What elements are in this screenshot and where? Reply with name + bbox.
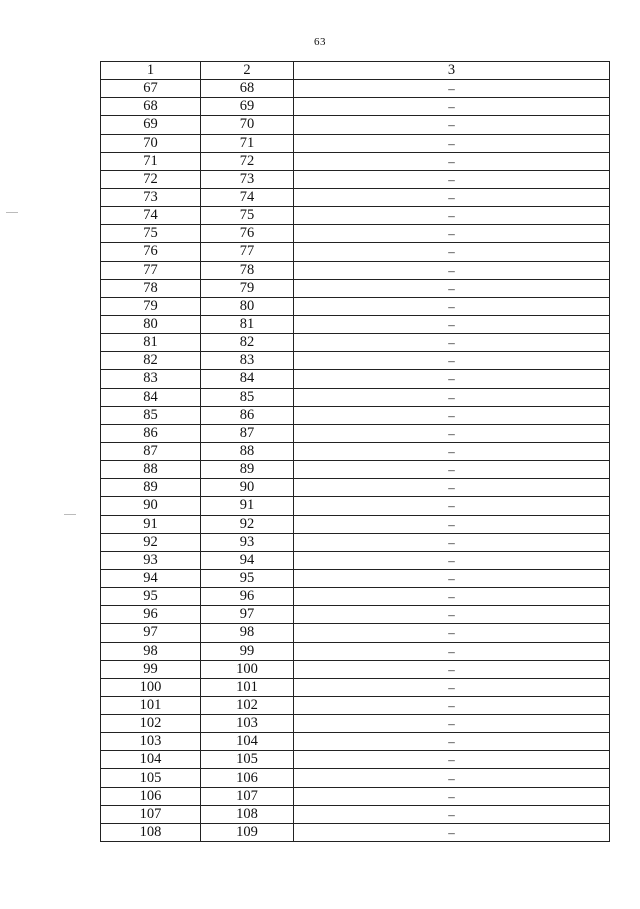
table-cell-col2: 77 (201, 243, 294, 261)
table-row (101, 406, 610, 424)
table-cell-col1: 79 (101, 297, 201, 315)
table-cell-col1: 108 (101, 823, 201, 841)
table-cell-col2: 108 (201, 805, 294, 823)
table-cell-col3: – (294, 279, 610, 297)
table-cell-col1: 85 (101, 406, 201, 424)
table-cell-col1: 80 (101, 315, 201, 333)
table-row (101, 170, 610, 188)
table-row (101, 370, 610, 388)
table-cell-col2: 102 (201, 696, 294, 714)
table-cell-col3: – (294, 98, 610, 116)
table-cell-col3: – (294, 588, 610, 606)
table-cell-col2: 94 (201, 551, 294, 569)
scan-artifact-mark (64, 514, 76, 515)
table-body (101, 80, 610, 842)
table-cell-col1: 71 (101, 152, 201, 170)
table-row (101, 551, 610, 569)
table-row (101, 678, 610, 696)
table-cell-col1: 75 (101, 225, 201, 243)
table-cell-col3: – (294, 787, 610, 805)
table-cell-col3: – (294, 442, 610, 460)
table-cell-col1: 83 (101, 370, 201, 388)
table-cell-col2: 101 (201, 678, 294, 696)
table-cell-col1: 67 (101, 80, 201, 98)
table-cell-col1: 73 (101, 188, 201, 206)
table-cell-col1: 88 (101, 461, 201, 479)
table-cell-col3: – (294, 406, 610, 424)
table-cell-col1: 101 (101, 696, 201, 714)
table-row (101, 624, 610, 642)
table-cell-col1: 74 (101, 207, 201, 225)
table-cell-col1: 78 (101, 279, 201, 297)
table-cell-col2: 87 (201, 424, 294, 442)
table-cell-col3: – (294, 715, 610, 733)
table-cell-col2: 71 (201, 134, 294, 152)
table-cell-col3: – (294, 515, 610, 533)
table-cell-col2: 109 (201, 823, 294, 841)
table-row (101, 479, 610, 497)
table-row (101, 497, 610, 515)
table-cell-col1: 82 (101, 352, 201, 370)
table-cell-col2: 97 (201, 606, 294, 624)
table-row (101, 225, 610, 243)
table-row (101, 751, 610, 769)
table-row (101, 279, 610, 297)
table-cell-col3: – (294, 388, 610, 406)
table-cell-col3: – (294, 696, 610, 714)
table-cell-col2: 73 (201, 170, 294, 188)
table-cell-col3: – (294, 297, 610, 315)
table-header-row (101, 62, 610, 80)
table-cell-col3: – (294, 334, 610, 352)
page-number: 63 (314, 36, 326, 48)
table-cell-col2: 91 (201, 497, 294, 515)
table-row (101, 733, 610, 751)
table-row (101, 823, 610, 841)
table-row (101, 352, 610, 370)
table-cell-col2: 78 (201, 261, 294, 279)
table-cell-col1: 96 (101, 606, 201, 624)
table-cell-col3: – (294, 424, 610, 442)
table-cell-col2: 107 (201, 787, 294, 805)
table-cell-col3: – (294, 823, 610, 841)
table-row (101, 207, 610, 225)
table-cell-col1: 69 (101, 116, 201, 134)
table-cell-col1: 105 (101, 769, 201, 787)
table-cell-col2: 106 (201, 769, 294, 787)
table-cell-col1: 93 (101, 551, 201, 569)
table-cell-col3: – (294, 606, 610, 624)
table-row (101, 424, 610, 442)
table-row (101, 243, 610, 261)
table-cell-col3: – (294, 352, 610, 370)
table-row (101, 642, 610, 660)
table-cell-col1: 99 (101, 660, 201, 678)
table-cell-col2: 74 (201, 188, 294, 206)
table-cell-col1: 102 (101, 715, 201, 733)
table-row (101, 569, 610, 587)
table-cell-col3: – (294, 170, 610, 188)
table-row (101, 116, 610, 134)
table-cell-col1: 77 (101, 261, 201, 279)
table-cell-col3: – (294, 678, 610, 696)
table-cell-col1: 92 (101, 533, 201, 551)
table-cell-col1: 86 (101, 424, 201, 442)
table-cell-col1: 97 (101, 624, 201, 642)
table-row (101, 98, 610, 116)
scan-artifact-mark (6, 212, 18, 213)
table-row (101, 334, 610, 352)
column-header-2: 2 (201, 62, 294, 80)
table-cell-col3: – (294, 370, 610, 388)
table-cell-col1: 70 (101, 134, 201, 152)
table-row (101, 442, 610, 460)
table-cell-col3: – (294, 80, 610, 98)
table-cell-col3: – (294, 152, 610, 170)
table-cell-col1: 100 (101, 678, 201, 696)
table-row (101, 297, 610, 315)
table-cell-col1: 87 (101, 442, 201, 460)
table-row (101, 134, 610, 152)
table-cell-col2: 84 (201, 370, 294, 388)
table-cell-col2: 96 (201, 588, 294, 606)
table-row (101, 261, 610, 279)
table-cell-col3: – (294, 116, 610, 134)
table-cell-col1: 90 (101, 497, 201, 515)
table-cell-col3: – (294, 660, 610, 678)
table-cell-col2: 70 (201, 116, 294, 134)
table-cell-col3: – (294, 769, 610, 787)
table-cell-col3: – (294, 188, 610, 206)
table-row (101, 188, 610, 206)
table-cell-col2: 86 (201, 406, 294, 424)
table-cell-col3: – (294, 461, 610, 479)
table-row (101, 588, 610, 606)
table-cell-col1: 84 (101, 388, 201, 406)
table-cell-col1: 103 (101, 733, 201, 751)
table-cell-col2: 88 (201, 442, 294, 460)
table-row (101, 696, 610, 714)
table-cell-col1: 72 (101, 170, 201, 188)
table-cell-col3: – (294, 533, 610, 551)
table-cell-col2: 100 (201, 660, 294, 678)
table-cell-col1: 68 (101, 98, 201, 116)
table-row (101, 769, 610, 787)
table-cell-col3: – (294, 642, 610, 660)
table-row (101, 787, 610, 805)
table-row (101, 533, 610, 551)
column-header-3: 3 (294, 62, 610, 80)
table-cell-col2: 105 (201, 751, 294, 769)
table-cell-col2: 89 (201, 461, 294, 479)
table-row (101, 715, 610, 733)
table-cell-col2: 95 (201, 569, 294, 587)
table-cell-col2: 76 (201, 225, 294, 243)
table-row (101, 606, 610, 624)
table-cell-col2: 103 (201, 715, 294, 733)
table-cell-col2: 104 (201, 733, 294, 751)
table-row (101, 80, 610, 98)
table-cell-col2: 93 (201, 533, 294, 551)
table-cell-col3: – (294, 569, 610, 587)
table-cell-col2: 80 (201, 297, 294, 315)
table-cell-col2: 75 (201, 207, 294, 225)
table-cell-col1: 94 (101, 569, 201, 587)
table-cell-col3: – (294, 261, 610, 279)
table-cell-col2: 90 (201, 479, 294, 497)
table-cell-col2: 79 (201, 279, 294, 297)
table-cell-col3: – (294, 551, 610, 569)
table-row (101, 315, 610, 333)
table-row (101, 388, 610, 406)
table-cell-col2: 98 (201, 624, 294, 642)
table-cell-col1: 106 (101, 787, 201, 805)
table-cell-col3: – (294, 733, 610, 751)
table-cell-col3: – (294, 134, 610, 152)
column-header-1: 1 (101, 62, 201, 80)
table-cell-col3: – (294, 315, 610, 333)
table-cell-col3: – (294, 207, 610, 225)
table-cell-col2: 72 (201, 152, 294, 170)
table-cell-col2: 92 (201, 515, 294, 533)
table-cell-col1: 104 (101, 751, 201, 769)
table-cell-col1: 95 (101, 588, 201, 606)
table-row (101, 660, 610, 678)
table-row (101, 152, 610, 170)
table-cell-col3: – (294, 805, 610, 823)
table-cell-col2: 68 (201, 80, 294, 98)
table-row (101, 461, 610, 479)
table-cell-col1: 76 (101, 243, 201, 261)
table-cell-col2: 81 (201, 315, 294, 333)
table-cell-col3: – (294, 624, 610, 642)
table-cell-col1: 98 (101, 642, 201, 660)
table-cell-col2: 85 (201, 388, 294, 406)
table-cell-col1: 89 (101, 479, 201, 497)
table-cell-col3: – (294, 479, 610, 497)
table-cell-col2: 69 (201, 98, 294, 116)
table-cell-col1: 107 (101, 805, 201, 823)
table-cell-col2: 82 (201, 334, 294, 352)
table-cell-col1: 91 (101, 515, 201, 533)
table-cell-col3: – (294, 243, 610, 261)
table-cell-col2: 99 (201, 642, 294, 660)
data-table (100, 61, 610, 842)
table-row (101, 805, 610, 823)
table-cell-col2: 83 (201, 352, 294, 370)
table-row (101, 515, 610, 533)
table-cell-col3: – (294, 497, 610, 515)
table-cell-col3: – (294, 225, 610, 243)
table-cell-col1: 81 (101, 334, 201, 352)
table-cell-col3: – (294, 751, 610, 769)
